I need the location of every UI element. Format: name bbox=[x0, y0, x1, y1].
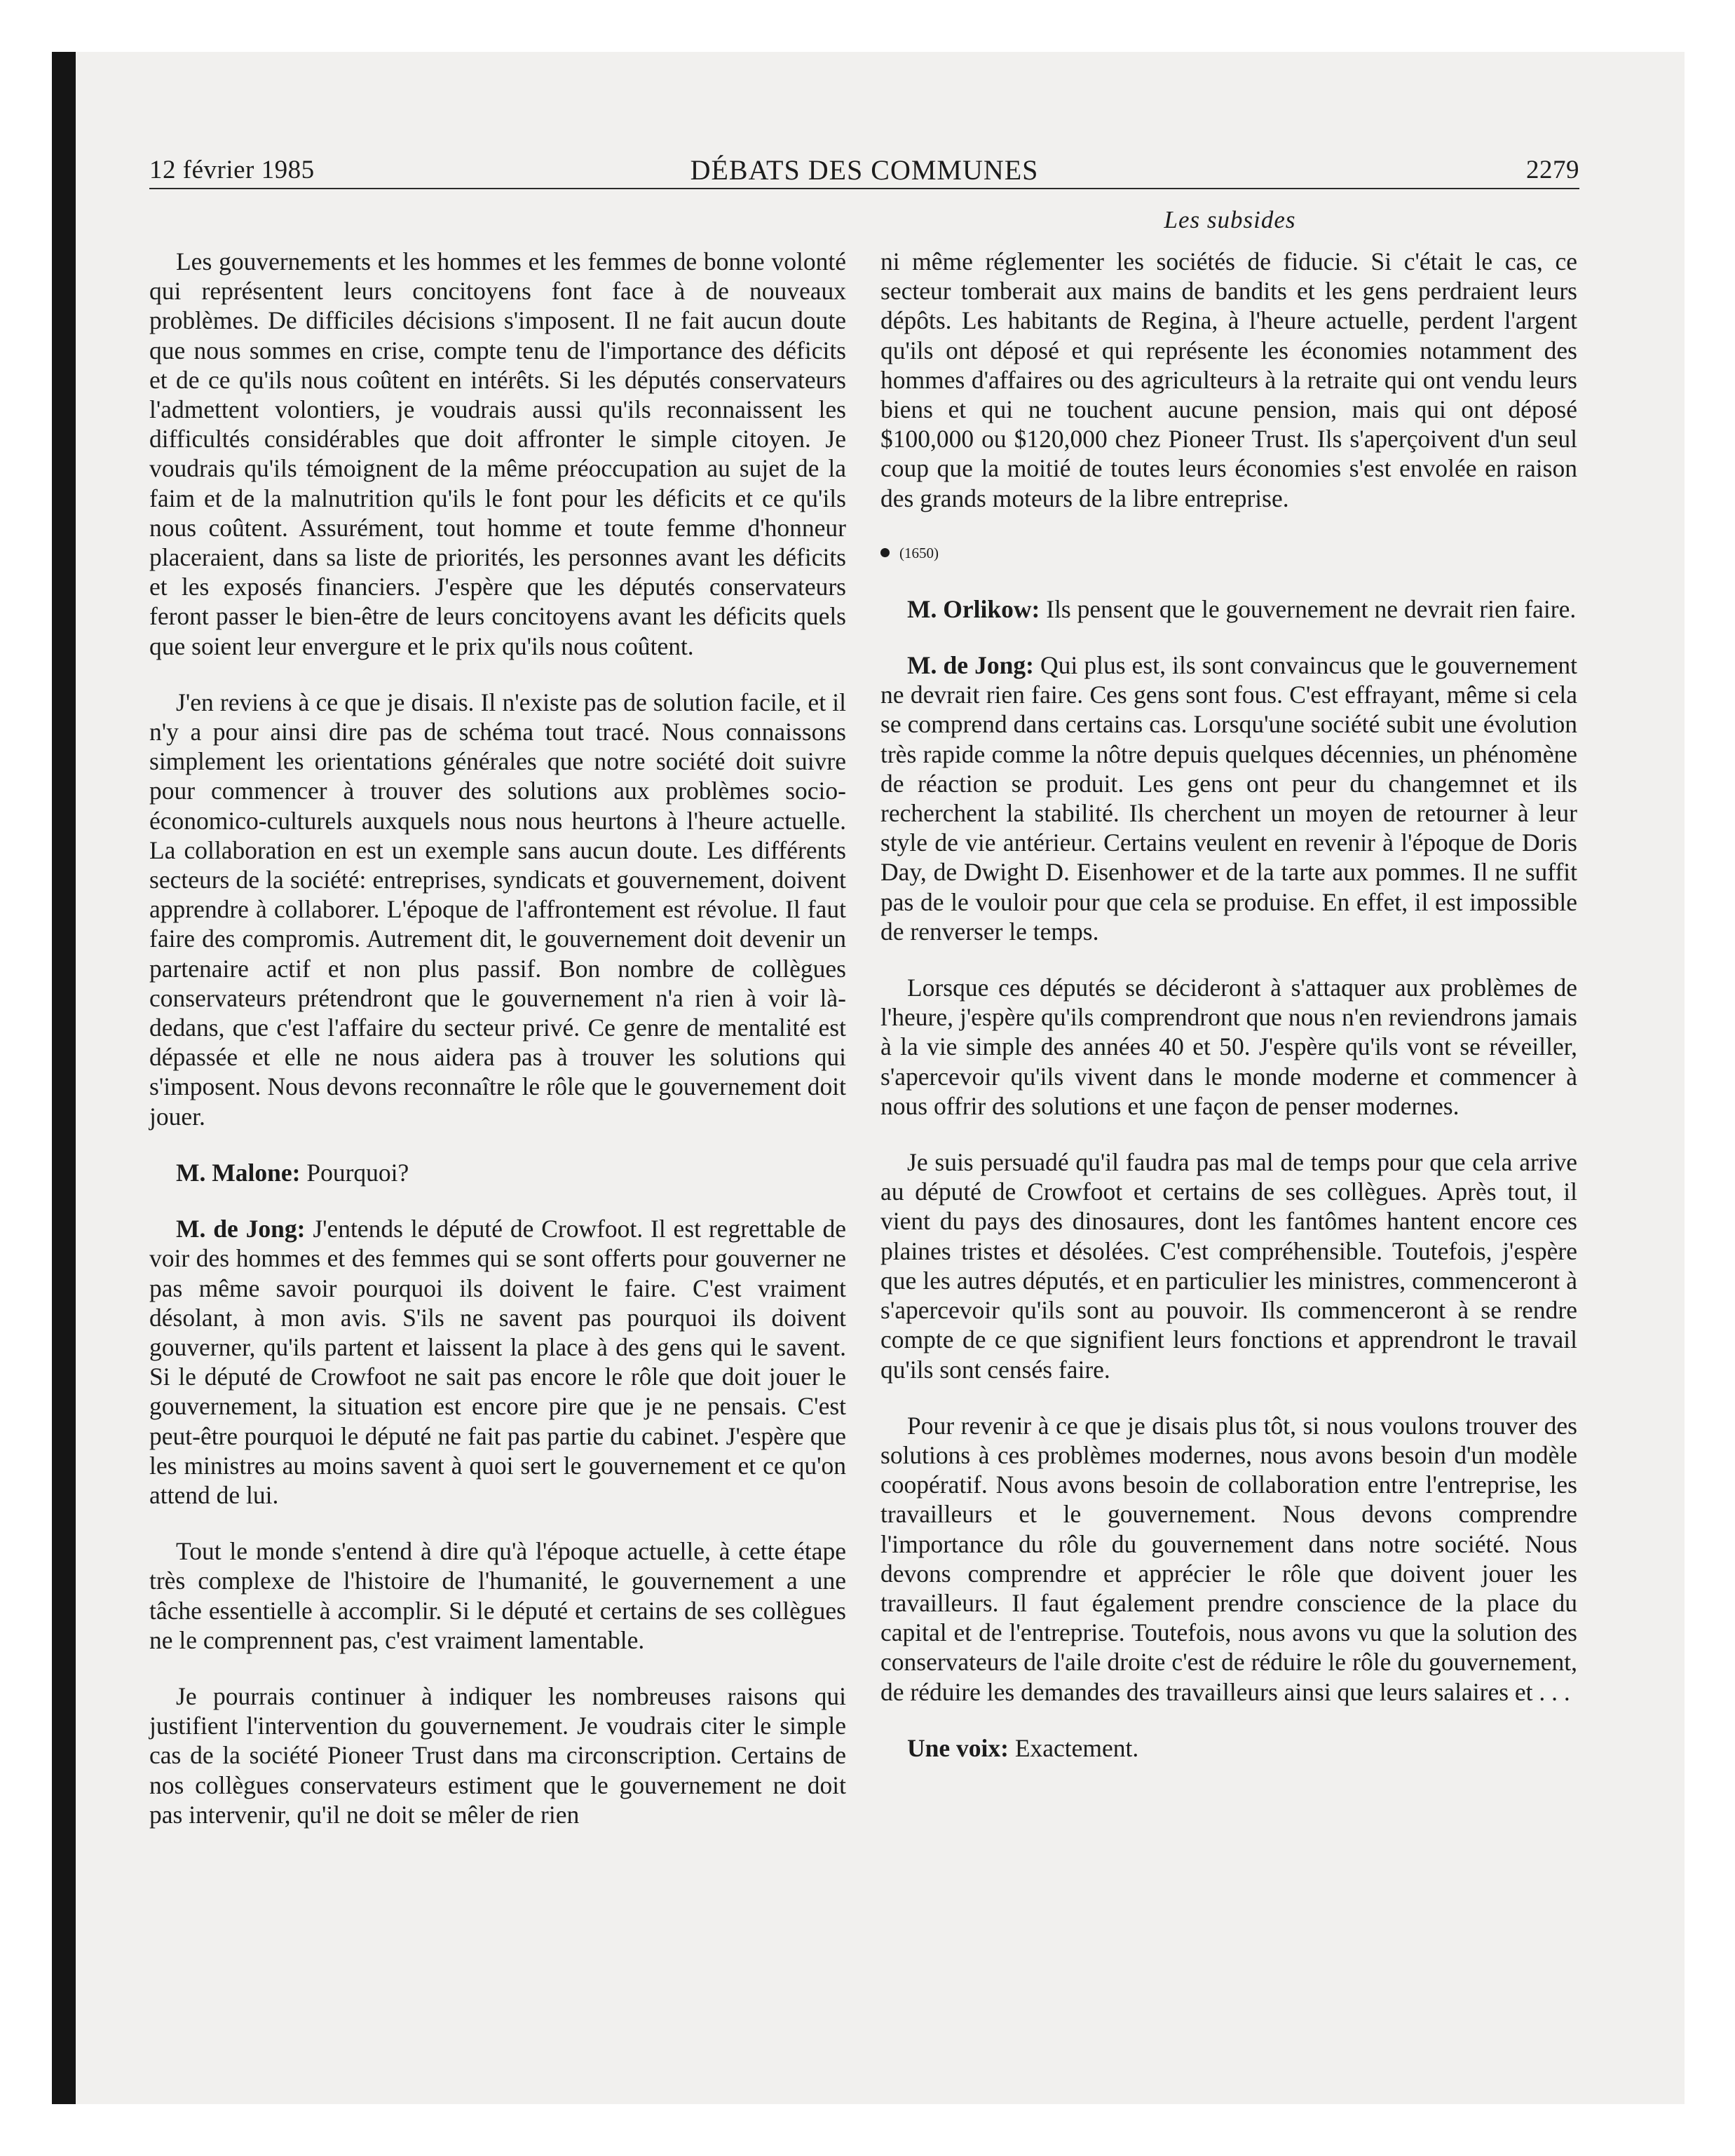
speaker-name: M. Malone: bbox=[176, 1158, 301, 1187]
speaker-name: M. de Jong: bbox=[907, 651, 1034, 680]
speech-text: Ils pensent que le gouvernement ne devrait rien faire. bbox=[1046, 594, 1577, 623]
page-number: 2279 bbox=[1526, 156, 1579, 184]
paragraph: J'en reviens à ce que je disais. Il n'existe pas de solution facile, et il n'y a pour ainsi dire pas de schéma tout tracé. Nous connaissons simplement les orientations générales que notre société doit suivre pour commencer à trouver des solutions aux problèmes socio-économico-culturels auxquels nous nous heurtons à l'heure actuelle. La collaboration en est un exemple sans aucun doute. Les différents secteurs de la société: entreprises, syndicats et gouvernement, doivent apprendre à collaborer. L'époque de l'affrontement est révolue. Il faut faire des compromis. Autrement dit, le gouvernement doit devenir un partenaire actif et non plus passif. Bon nombre de collègues conservateurs prétendront que le gouvernement n'a rien à voir là-dedans, que c'est l'affaire du secteur privé. Ce genre de mentalité est dépassée et elle ne nous aidera pas à trouver les solutions qui s'imposent. Nous devons reconnaître le rôle que le gouvernement doit jouer. bbox=[149, 688, 846, 1131]
paragraph-continued: ni même réglementer les sociétés de fiducie. Si c'était le cas, ce secteur tomberait aux mains de bandits et les gens perdraient leurs dépôts. Les habitants de Regina, à l'heure actuelle, perdent l'argent qu'ils ont déposé et qui représente les économies notamment des hommes d'affaires ou des agriculteurs à la retraite qui ont vendu leurs biens et qui ne touchent aucune pension, mais qui ont déposé $100,000 ou $120,000 chez Pioneer Trust. Ils s'aperçoivent d'un seul coup que la moitié de toutes leurs économies s'est envolée en raison des grands moteurs de la libre entreprise. bbox=[880, 247, 1577, 512]
header-title: DÉBATS DES COMMUNES bbox=[690, 154, 1039, 186]
right-column bbox=[880, 247, 1577, 1763]
paragraph: Tout le monde s'entend à dire qu'à l'époque actuelle, à cette étape très complexe de l'histoire de l'humanité, le gouvernement a une tâche essentielle à accomplir. Si le député et certains de ses collègues ne le comprennent pas, c'est vraiment lamentable. bbox=[149, 1537, 846, 1654]
speech-text: Pourquoi? bbox=[306, 1158, 409, 1187]
speech-malone bbox=[149, 1158, 846, 1187]
speaker-name: Une voix: bbox=[907, 1733, 1009, 1762]
bullet-icon bbox=[880, 548, 890, 557]
page-header bbox=[149, 154, 1579, 186]
speech-text: Qui plus est, ils sont convaincus que le gouvernement ne devrait rien faire. Ces gens sont fous. C'est effrayant, même si cela se comprend dans certains cas. Lorsqu'une société subit une évolution très rapide comme la nôtre depuis quelques décennies, un phénomène de réaction se produit. Les gens ont peur du changemnet et ils recherchent la stabilité. Ils cherchent un moyen de retourner à leur style de vie antérieur. Certains veulent en revenir à l'époque de Doris Day, de Dwight D. Eisenhower et de la tarte aux pommes. Il ne suffit pas de le vouloir pour que cela se produise. En effet, il est impossible de renverser le temps. bbox=[880, 651, 1577, 946]
paragraph: Pour revenir à ce que je disais plus tôt, si nous voulons trouver des solutions à ces problèmes modernes, nous avons besoin d'un modèle coopératif. Nous avons besoin de collaboration entre l'entreprise, les travailleurs et le gouvernement. Nous devons comprendre l'importance du rôle du gouvernement dans notre société. Nous devons comprendre et apprécier le rôle que doivent jouer les travailleurs. Il faut également prendre conscience de la place du capital et de l'entreprise. Toutefois, nous avons vu que la solution des conservateurs de l'aile droite c'est de réduire le rôle du gouvernement, de réduire les demandes des travailleurs ainsi que leurs salaires et . . . bbox=[880, 1411, 1577, 1706]
speech-orlikow bbox=[880, 594, 1577, 624]
paragraph: Lorsque ces députés se décideront à s'attaquer aux problèmes de l'heure, j'espère qu'ils comprendront que nous n'en reviendrons jamais à la vie simple des années 40 et 50. J'espère qu'ils vont se réveiller, s'apercevoir qu'ils vivent dans le monde moderne et commencer à nous offrir des solutions et une façon de penser modernes. bbox=[880, 974, 1577, 1120]
speech-une-voix bbox=[880, 1733, 1577, 1763]
speech-text: Exactement. bbox=[1014, 1733, 1139, 1762]
speech-de-jong bbox=[149, 1214, 846, 1510]
speech-de-jong bbox=[880, 650, 1577, 946]
header-date: 12 février 1985 bbox=[149, 156, 315, 184]
scan-edge-shadow bbox=[52, 52, 76, 2104]
speaker-name: M. Orlikow: bbox=[907, 594, 1040, 623]
running-head: Les subsides bbox=[1164, 206, 1296, 233]
left-column bbox=[149, 247, 846, 1829]
paragraph: Je suis persuadé qu'il faudra pas mal de temps pour que cela arrive au député de Crowfoot et certains de ses collègues. Après tout, il vient du pays des dinosaures, dont les fantômes hantent encore ces plaines tristes et désolées. C'est compréhensible. Toutefois, j'espère que les autres députés, et en particulier les ministres, commenceront à s'apercevoir qu'ils sont au pouvoir. Ils commenceront à se rendre compte de ce que signifient leurs fonctions et apprendront le travail qu'ils sont censés faire. bbox=[880, 1148, 1577, 1384]
time-marker-text: (1650) bbox=[899, 544, 939, 561]
paragraph: Je pourrais continuer à indiquer les nombreuses raisons qui justifient l'intervention du gouvernement. Je voudrais citer le simple cas de la société Pioneer Trust dans ma circonscription. Certains de nos collègues conservateurs estiment que le gouvernement ne doit pas intervenir, qu'il ne doit se mêler de rien bbox=[149, 1681, 846, 1829]
header-rule bbox=[149, 188, 1579, 189]
speaker-name: M. de Jong: bbox=[176, 1215, 306, 1243]
speech-text: J'entends le député de Crowfoot. Il est regrettable de voir des hommes et des femmes qui se sont offerts pour gouverner ne pas même savoir pourquoi ils doivent le faire. C'est vraiment désolant, à mon avis. S'ils ne savent pas pourquoi ils doivent gouverner, qu'ils partent et laissent la place à des gens qui le savent. Si le député de Crowfoot ne sait pas encore le rôle que doit jouer le gouvernement, la situation est encore pire que je ne pensais. C'est peut-être pourquoi le député ne fait pas partie du cabinet. J'espère que les ministres au moins savent à quoi sert le gouvernement et ce qu'on attend de lui. bbox=[149, 1215, 846, 1509]
time-marker bbox=[880, 543, 1577, 564]
paragraph: Les gouvernements et les hommes et les femmes de bonne volonté qui représentent leurs concitoyens font face à de nouveaux problèmes. De difficiles décisions s'imposent. Il ne fait aucun doute que nous sommes en crise, compte tenu de l'importance des déficits et de ce qu'ils nous coûtent en intérêts. Si les députés conservateurs l'admettent volontiers, je voudrais aussi qu'ils reconnaissent les difficultés considérables que doit affronter le simple citoyen. Je voudrais qu'ils témoignent de la même préoccupation au sujet de la faim et de la malnutrition qu'ils le font pour les déficits et ce qu'ils nous coûtent. Assurément, tout homme et toute femme d'honneur placeraient, dans sa liste de priorités, les personnes avant les déficits et les exposés financiers. J'espère que les députés conservateurs feront passer le bien-être de leurs concitoyens avant les déficits quels que soient leur envergure et le prix qu'ils nous coûtent. bbox=[149, 247, 846, 660]
